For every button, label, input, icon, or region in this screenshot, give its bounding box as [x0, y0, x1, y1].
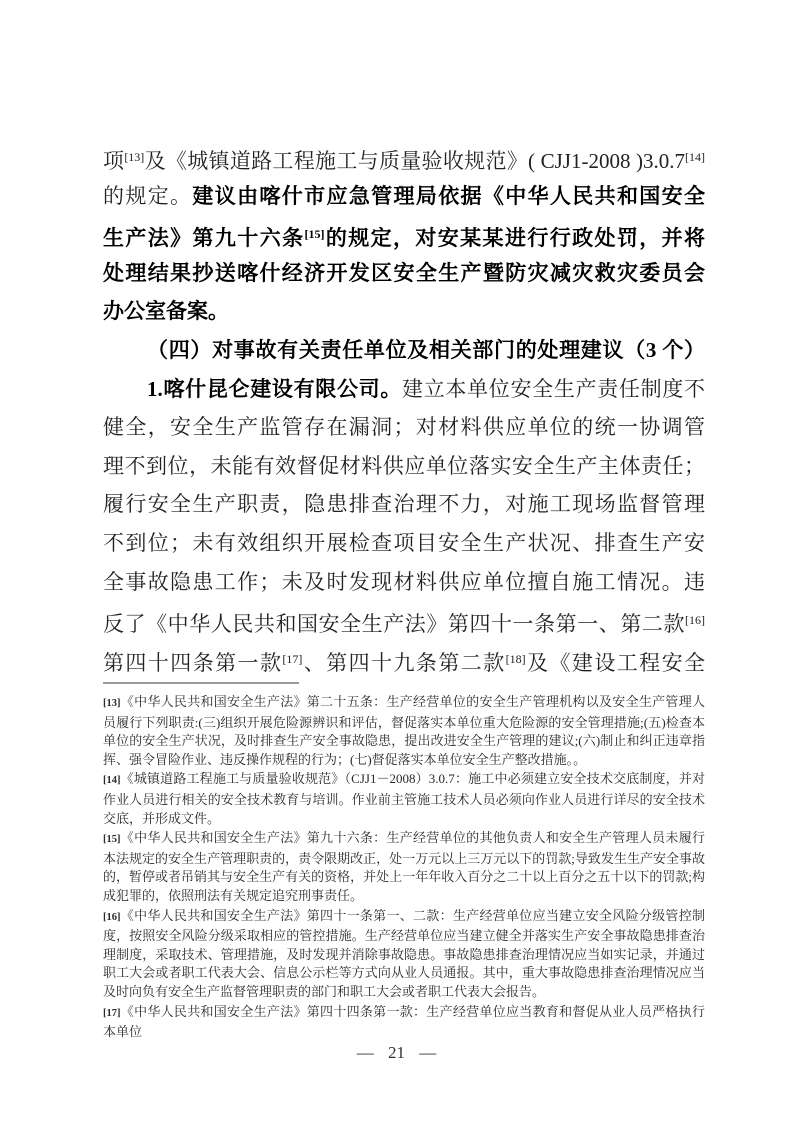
body-text-segment: 反了《中华人民共和国安全生产法》第四十一条第一、第二款 — [103, 612, 685, 637]
footnote-text: 《中华人民共和国安全生产法》第四十四条第一款：生产经营单位应当教育和督促从业人员严格执行本单位 — [103, 1003, 705, 1040]
body-line — [103, 447, 705, 486]
footnote-item — [103, 693, 705, 769]
footnote-text: 《中华人民共和国安全生产法》第二十五条：生产经营单位的安全生产管理机构以及安全生产管理人员履行下列职责:(三)组织开展危险源辨识和评估，督促落实本单位重大危险源的安全管理措施;(五)检查本单位的安全生产状况，及时排查生产安全事故隐患，提出改进安全生产管理的建议;(六)制止和纠正违章指挥、强令冒险作业、违反操作规程的行为；(七)督促落实本单位安全生产整改措施。。 — [103, 694, 705, 767]
document-body — [103, 138, 705, 678]
footnote-separator — [103, 682, 299, 684]
footnote-reference: [16] — [685, 613, 705, 628]
body-line — [103, 254, 705, 293]
body-line — [103, 485, 705, 524]
footnote-text: 《中华人民共和国安全生产法》第四十一条第一、二款：生产经营单位应当建立安全风险分级管控制度，按照安全风险分级采取相应的管控措施。生产经营单位应当建立健全并落实生产安全事故隐患排查治理制度，采取技术、管理措施，及时发现并消除事故隐患。事故隐患排查治理情况应当如实记录，并通过职工大会或者职工代表大会、信息公示栏等方式向从业人员通报。其中，重大事故隐患排查治理情况应当及时向负有安全生产监督管理职责的部门和职工大会或者职工代表大会报告。 — [103, 907, 705, 999]
body-line — [103, 138, 705, 177]
body-text-segment: 的规定，对安某某进行行政处罚，并将 — [324, 226, 706, 251]
body-text-segment: 生产法》第九十六条 — [103, 226, 305, 251]
body-text-segment: 的规定。 — [103, 183, 193, 208]
body-line — [103, 370, 705, 409]
footnote-marker: [15] — [103, 834, 121, 846]
footnote-marker: [16] — [103, 911, 121, 923]
footnote-reference: [13] — [124, 150, 145, 164]
body-line — [103, 640, 705, 679]
footnote-reference: [14] — [685, 150, 705, 164]
body-text-segment: 、第四十九条第二款 — [302, 650, 506, 675]
footnote-item — [103, 907, 705, 1002]
body-text-segment: 办公室备案。 — [103, 299, 229, 324]
footnote-marker: [17] — [103, 1007, 121, 1019]
footnote-text: 《中华人民共和国安全生产法》第九十六条：生产经营单位的其他负责人和安全生产管理人员未履行本法规定的安全生产管理职责的，责令限期改正，处一万元以上三万元以下的罚款;导致发生生产安全事故的，暂停或者吊销其与安全生产有关的资格，并处上一年年收入百分之二十以上百分之五十以下的罚款;构成犯罪的，依照刑法有关规定追究刑事责任。 — [103, 830, 705, 903]
body-line — [103, 331, 705, 370]
body-line — [103, 563, 705, 602]
body-line — [103, 177, 705, 216]
body-text-segment: 建立本单位安全生产责任制度不 — [402, 376, 706, 401]
body-text-segment: 第四十四条第一款 — [103, 650, 283, 675]
footnote-item — [103, 1003, 705, 1042]
body-text-segment: 处理结果抄送喀什经济开发区安全生产暨防灾减灾救灾委员会 — [103, 260, 705, 285]
page-number: — 21 — — [356, 1043, 437, 1062]
body-text-segment: 及《建设工程安全 — [525, 650, 706, 675]
body-text-segment: 理不到位，未能有效督促材料供应单位落实安全生产主体责任； — [103, 453, 705, 478]
body-line — [103, 601, 705, 640]
footnote-item — [103, 770, 705, 828]
footnote-marker: [14] — [103, 775, 121, 787]
body-text-segment: （四）对事故有关责任单位及相关部门的处理建议（3 个） — [147, 337, 705, 362]
body-text-segment: 及《城镇道路工程施工与质量验收规范》( CJJ1-2008 )3.0.7 — [144, 149, 685, 173]
footnote-reference: [18] — [505, 651, 526, 666]
footnote-text: 《城镇道路工程施工与质量验收规范》（CJJ1－2008）3.0.7：施工中必须建立安全技术交底制度，并对作业人员进行相关的安全技术教育与培训。作业前主管施工技术人员必须向作业人员进行详尽的安全技术交底，并形成文件。 — [103, 771, 705, 826]
footnote-reference: [17] — [282, 651, 303, 666]
body-text-segment: 项 — [103, 149, 125, 173]
body-line — [103, 292, 705, 331]
body-line — [103, 215, 705, 254]
body-text-segment: 建议由喀什市应急管理局依据《中华人民共和国安全 — [192, 183, 706, 208]
footnote-marker: [13] — [103, 698, 121, 709]
footnote-reference: [15] — [304, 227, 325, 242]
body-text-segment: 1.喀什昆仑建设有限公司。 — [147, 376, 403, 401]
body-text-segment: 全事故隐患工作；未及时发现材料供应单位擅自施工情况。违 — [103, 569, 705, 594]
body-line — [103, 408, 705, 447]
body-text-segment: 不到位；未有效组织开展检查项目安全生产状况、排查生产安 — [103, 530, 705, 555]
footnotes — [103, 693, 705, 1043]
body-line — [103, 524, 705, 563]
body-text-segment: 健全，安全生产监管存在漏洞；对材料供应单位的统一协调管 — [103, 415, 705, 440]
footnote-item — [103, 829, 705, 905]
body-text-segment: 履行安全生产职责，隐患排查治理不力，对施工现场监督管理 — [103, 492, 705, 517]
